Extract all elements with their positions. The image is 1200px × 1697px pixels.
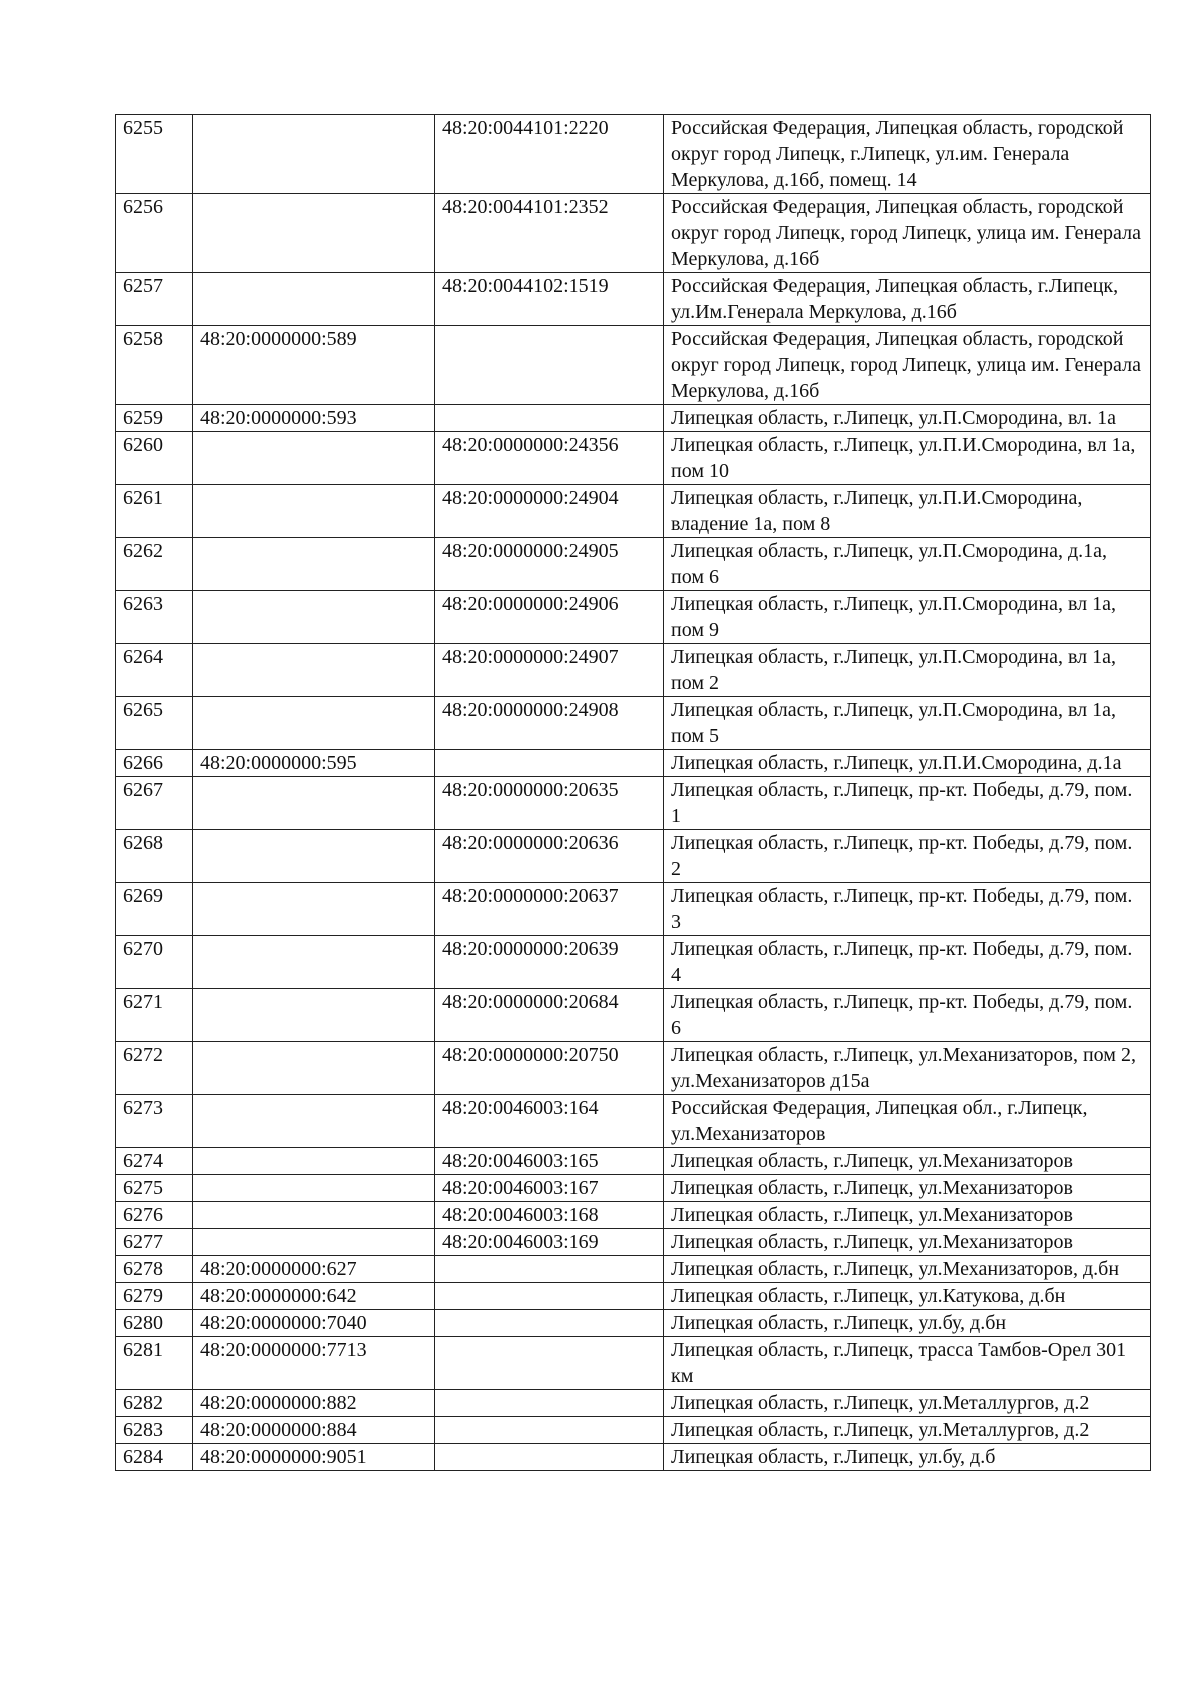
address-cell: Липецкая область, г.Липецк, ул.П.Смородина, вл 1а, пом 2 <box>664 644 1151 697</box>
table-row <box>116 1042 1151 1095</box>
cadastral-number-cell <box>193 538 435 591</box>
table-row <box>116 1417 1151 1444</box>
cadastral-number-cell: 48:20:0000000:884 <box>193 1417 435 1444</box>
cadastral-number-cell <box>193 1095 435 1148</box>
cadastral-number-cell <box>193 1202 435 1229</box>
address-cell: Липецкая область, г.Липецк, ул.Механизаторов <box>664 1175 1151 1202</box>
row-number-cell: 6275 <box>116 1175 193 1202</box>
object-cadastral-number-cell: 48:20:0000000:20684 <box>435 989 664 1042</box>
cadastral-number-cell: 48:20:0000000:7713 <box>193 1337 435 1390</box>
row-number-cell: 6266 <box>116 750 193 777</box>
address-cell: Липецкая область, г.Липецк, ул.П.И.Смородина, д.1а <box>664 750 1151 777</box>
row-number-cell: 6282 <box>116 1390 193 1417</box>
row-number-cell: 6271 <box>116 989 193 1042</box>
object-cadastral-number-cell <box>435 1283 664 1310</box>
object-cadastral-number-cell <box>435 1337 664 1390</box>
table-row <box>116 591 1151 644</box>
row-number-cell: 6284 <box>116 1444 193 1471</box>
row-number-cell: 6267 <box>116 777 193 830</box>
row-number-cell: 6277 <box>116 1229 193 1256</box>
row-number-cell: 6258 <box>116 326 193 405</box>
table-row <box>116 1229 1151 1256</box>
address-cell: Липецкая область, г.Липецк, ул.Механизаторов <box>664 1229 1151 1256</box>
object-cadastral-number-cell: 48:20:0046003:167 <box>435 1175 664 1202</box>
row-number-cell: 6256 <box>116 194 193 273</box>
table-row <box>116 194 1151 273</box>
address-cell: Липецкая область, г.Липецк, пр-кт. Победы, д.79, пом. 3 <box>664 883 1151 936</box>
cadastral-number-cell: 48:20:0000000:595 <box>193 750 435 777</box>
table-row <box>116 697 1151 750</box>
object-cadastral-number-cell <box>435 1256 664 1283</box>
table-row <box>116 1148 1151 1175</box>
table-row <box>116 750 1151 777</box>
object-cadastral-number-cell: 48:20:0000000:20637 <box>435 883 664 936</box>
object-cadastral-number-cell: 48:20:0000000:24356 <box>435 432 664 485</box>
cadastral-number-cell <box>193 777 435 830</box>
address-cell: Липецкая область, г.Липецк, ул.бу, д.б <box>664 1444 1151 1471</box>
table-row <box>116 115 1151 194</box>
address-cell: Липецкая область, г.Липецк, ул.П.Смородина, д.1а, пом 6 <box>664 538 1151 591</box>
row-number-cell: 6278 <box>116 1256 193 1283</box>
cadastral-number-cell <box>193 936 435 989</box>
address-cell: Российская Федерация, Липецкая область, городской округ город Липецк, г.Липецк, ул.им. Генерала Меркулова, д.16б, помещ. 14 <box>664 115 1151 194</box>
address-cell: Липецкая область, г.Липецк, ул.Катукова, д.бн <box>664 1283 1151 1310</box>
cadastral-number-cell: 48:20:0000000:593 <box>193 405 435 432</box>
cadastral-number-cell: 48:20:0000000:7040 <box>193 1310 435 1337</box>
cadastral-number-cell: 48:20:0000000:589 <box>193 326 435 405</box>
address-cell: Липецкая область, г.Липецк, ул.П.И.Смородина, владение 1а, пом 8 <box>664 485 1151 538</box>
address-cell: Российская Федерация, Липецкая обл., г.Липецк, ул.Механизаторов <box>664 1095 1151 1148</box>
object-cadastral-number-cell <box>435 750 664 777</box>
cadastral-number-cell <box>193 883 435 936</box>
cadastral-number-cell <box>193 989 435 1042</box>
cadastral-number-cell <box>193 591 435 644</box>
object-cadastral-number-cell <box>435 1310 664 1337</box>
table-row <box>116 936 1151 989</box>
row-number-cell: 6264 <box>116 644 193 697</box>
address-cell: Липецкая область, г.Липецк, ул.бу, д.бн <box>664 1310 1151 1337</box>
cadastral-number-cell: 48:20:0000000:882 <box>193 1390 435 1417</box>
address-cell: Российская Федерация, Липецкая область, городской округ город Липецк, город Липецк, улица им. Генерала Меркулова, д.16б <box>664 194 1151 273</box>
address-cell: Липецкая область, г.Липецк, ул.Механизаторов, пом 2, ул.Механизаторов д15а <box>664 1042 1151 1095</box>
address-cell: Липецкая область, г.Липецк, пр-кт. Победы, д.79, пом. 2 <box>664 830 1151 883</box>
address-cell: Липецкая область, г.Липецк, ул.Металлургов, д.2 <box>664 1390 1151 1417</box>
object-cadastral-number-cell: 48:20:0044102:1519 <box>435 273 664 326</box>
address-cell: Липецкая область, г.Липецк, ул.П.И.Смородина, вл 1а, пом 10 <box>664 432 1151 485</box>
object-cadastral-number-cell: 48:20:0046003:165 <box>435 1148 664 1175</box>
object-cadastral-number-cell: 48:20:0046003:169 <box>435 1229 664 1256</box>
cadastral-number-cell <box>193 644 435 697</box>
row-number-cell: 6274 <box>116 1148 193 1175</box>
table-row <box>116 1444 1151 1471</box>
table-row <box>116 830 1151 883</box>
row-number-cell: 6280 <box>116 1310 193 1337</box>
row-number-cell: 6269 <box>116 883 193 936</box>
row-number-cell: 6281 <box>116 1337 193 1390</box>
object-cadastral-number-cell: 48:20:0000000:20635 <box>435 777 664 830</box>
row-number-cell: 6255 <box>116 115 193 194</box>
address-cell: Липецкая область, г.Липецк, пр-кт. Победы, д.79, пом. 4 <box>664 936 1151 989</box>
registry-table <box>115 114 1151 1471</box>
row-number-cell: 6283 <box>116 1417 193 1444</box>
table-row <box>116 432 1151 485</box>
cadastral-number-cell <box>193 194 435 273</box>
table-row <box>116 273 1151 326</box>
address-cell: Российская Федерация, Липецкая область, г.Липецк, ул.Им.Генерала Меркулова, д.16б <box>664 273 1151 326</box>
row-number-cell: 6262 <box>116 538 193 591</box>
row-number-cell: 6260 <box>116 432 193 485</box>
address-cell: Липецкая область, г.Липецк, ул.Металлургов, д.2 <box>664 1417 1151 1444</box>
row-number-cell: 6273 <box>116 1095 193 1148</box>
object-cadastral-number-cell: 48:20:0044101:2220 <box>435 115 664 194</box>
object-cadastral-number-cell: 48:20:0000000:20639 <box>435 936 664 989</box>
address-cell: Липецкая область, г.Липецк, ул.П.Смородина, вл. 1а <box>664 405 1151 432</box>
object-cadastral-number-cell: 48:20:0046003:168 <box>435 1202 664 1229</box>
object-cadastral-number-cell: 48:20:0000000:24904 <box>435 485 664 538</box>
row-number-cell: 6268 <box>116 830 193 883</box>
object-cadastral-number-cell: 48:20:0044101:2352 <box>435 194 664 273</box>
cadastral-number-cell <box>193 1175 435 1202</box>
cadastral-number-cell <box>193 1148 435 1175</box>
table-row <box>116 1095 1151 1148</box>
object-cadastral-number-cell: 48:20:0000000:20750 <box>435 1042 664 1095</box>
object-cadastral-number-cell: 48:20:0000000:24905 <box>435 538 664 591</box>
cadastral-number-cell <box>193 830 435 883</box>
address-cell: Липецкая область, г.Липецк, ул.П.Смородина, вл 1а, пом 5 <box>664 697 1151 750</box>
table-row <box>116 1256 1151 1283</box>
object-cadastral-number-cell: 48:20:0000000:24908 <box>435 697 664 750</box>
row-number-cell: 6263 <box>116 591 193 644</box>
table-row <box>116 644 1151 697</box>
row-number-cell: 6265 <box>116 697 193 750</box>
cadastral-number-cell <box>193 1042 435 1095</box>
cadastral-number-cell <box>193 697 435 750</box>
cadastral-number-cell <box>193 273 435 326</box>
table-row <box>116 1175 1151 1202</box>
cadastral-number-cell <box>193 1229 435 1256</box>
registry-table-body <box>116 115 1151 1471</box>
object-cadastral-number-cell: 48:20:0046003:164 <box>435 1095 664 1148</box>
row-number-cell: 6261 <box>116 485 193 538</box>
row-number-cell: 6279 <box>116 1283 193 1310</box>
address-cell: Российская Федерация, Липецкая область, городской округ город Липецк, город Липецк, улица им. Генерала Меркулова, д.16б <box>664 326 1151 405</box>
object-cadastral-number-cell: 48:20:0000000:24906 <box>435 591 664 644</box>
table-row <box>116 1310 1151 1337</box>
address-cell: Липецкая область, г.Липецк, пр-кт. Победы, д.79, пом. 1 <box>664 777 1151 830</box>
object-cadastral-number-cell <box>435 405 664 432</box>
object-cadastral-number-cell <box>435 326 664 405</box>
address-cell: Липецкая область, г.Липецк, ул.Механизаторов, д.бн <box>664 1256 1151 1283</box>
row-number-cell: 6272 <box>116 1042 193 1095</box>
address-cell: Липецкая область, г.Липецк, ул.Механизаторов <box>664 1148 1151 1175</box>
table-row <box>116 1283 1151 1310</box>
cadastral-number-cell <box>193 115 435 194</box>
object-cadastral-number-cell <box>435 1444 664 1471</box>
cadastral-number-cell <box>193 432 435 485</box>
table-row <box>116 405 1151 432</box>
table-row <box>116 538 1151 591</box>
address-cell: Липецкая область, г.Липецк, пр-кт. Победы, д.79, пом. 6 <box>664 989 1151 1042</box>
address-cell: Липецкая область, г.Липецк, ул.Механизаторов <box>664 1202 1151 1229</box>
table-row <box>116 1390 1151 1417</box>
object-cadastral-number-cell: 48:20:0000000:20636 <box>435 830 664 883</box>
cadastral-number-cell: 48:20:0000000:642 <box>193 1283 435 1310</box>
row-number-cell: 6276 <box>116 1202 193 1229</box>
address-cell: Липецкая область, г.Липецк, трасса Тамбов-Орел 301 км <box>664 1337 1151 1390</box>
object-cadastral-number-cell <box>435 1417 664 1444</box>
table-row <box>116 883 1151 936</box>
table-row <box>116 777 1151 830</box>
cadastral-number-cell: 48:20:0000000:627 <box>193 1256 435 1283</box>
object-cadastral-number-cell <box>435 1390 664 1417</box>
address-cell: Липецкая область, г.Липецк, ул.П.Смородина, вл 1а, пом 9 <box>664 591 1151 644</box>
table-row <box>116 485 1151 538</box>
table-row <box>116 1202 1151 1229</box>
row-number-cell: 6257 <box>116 273 193 326</box>
table-row <box>116 326 1151 405</box>
cadastral-number-cell <box>193 485 435 538</box>
row-number-cell: 6270 <box>116 936 193 989</box>
cadastral-number-cell: 48:20:0000000:9051 <box>193 1444 435 1471</box>
row-number-cell: 6259 <box>116 405 193 432</box>
object-cadastral-number-cell: 48:20:0000000:24907 <box>435 644 664 697</box>
table-row <box>116 1337 1151 1390</box>
table-row <box>116 989 1151 1042</box>
